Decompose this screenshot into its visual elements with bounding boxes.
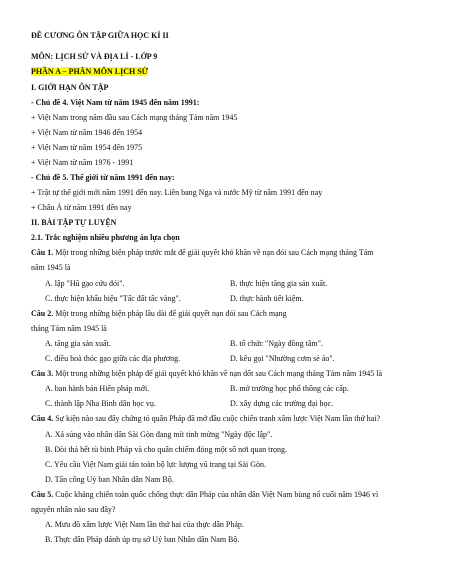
- topic-4-item: + Việt Nam từ năm 1976 - 1991: [31, 158, 134, 167]
- question-text: Sự kiện nào sau đây chứng tỏ quân Pháp đã mở đầu cuộc chiến tranh xâm lược Việt Nam lần thứ hai?: [53, 414, 381, 423]
- question-4: [31, 413, 380, 424]
- question-label: Câu 3.: [31, 369, 54, 378]
- question-label: Câu 4.: [31, 414, 54, 423]
- option-d: D. xây dựng các trường đại học.: [230, 399, 334, 408]
- option-a: A. tăng gia sản xuất.: [45, 339, 111, 348]
- question-label: Câu 5.: [31, 490, 54, 499]
- question-1: [31, 247, 373, 258]
- subject-line: MÔN: LỊCH SỬ VÀ ĐỊA LÍ - LỚP 9: [31, 52, 158, 61]
- question-2: [31, 308, 287, 319]
- question-3: [31, 368, 382, 379]
- part-a-heading: [31, 66, 148, 77]
- topic-5-item: + Trật tự thế giới mới năm 1991 đến nay. Liên bang Nga và nước Mỹ từ năm 1991 đến nay: [31, 188, 323, 197]
- question-label: Câu 1.: [31, 248, 54, 257]
- option-d: D. kêu gọi "Nhường cơm sẻ áo".: [230, 354, 335, 363]
- option-b: B. mở trường học phổ thông các cấp.: [230, 384, 349, 393]
- option-b: B. thực hiện tăng gia sản xuất.: [230, 279, 328, 288]
- topic-5-heading: - Chủ đề 5. Thế giới từ năm 1991 đến nay:: [31, 173, 175, 182]
- option-a: A. lập "Hũ gạo cứu đói".: [45, 279, 125, 288]
- topic-4-item: + Việt Nam từ năm 1954 đến 1975: [31, 143, 143, 152]
- option-a: A. Mưu đồ xâm lược Việt Nam lần thứ hai của thực dân Pháp.: [45, 520, 244, 529]
- option-c: C. Yêu cầu Việt Nam giải tán toàn bộ lực lượng vũ trang tại Sài Gòn.: [45, 460, 267, 469]
- question-text: Một trong những biện pháp trước mắt để giải quyết khó khăn về nạn đói sau Cách mạng tháng Tám: [53, 248, 374, 257]
- topic-5-item: + Châu Á từ năm 1991 đến nay: [31, 203, 132, 212]
- question-5: [31, 489, 378, 500]
- option-c: C. thành lập Nha Bình dân học vụ.: [45, 399, 156, 408]
- question-text-cont: tháng Tám năm 1945 là: [31, 324, 107, 333]
- question-text: Một trong những biện pháp lâu dài để giải quyết nạn đói sau Cách mạng: [53, 309, 287, 318]
- option-b: B. Thực dân Pháp đánh úp trụ sở Uỷ ban Nhân dân Nam Bộ.: [45, 535, 240, 544]
- part-a-label: PHẦN A – PHÂN MÔN LỊCH SỬ: [31, 67, 149, 76]
- question-text: Cuộc kháng chiến toàn quốc chống thực dân Pháp của nhân dân Việt Nam bùng nổ cuối năm 1946 vì: [53, 490, 379, 499]
- option-a: A. Xả súng vào nhân dân Sài Gòn đang mít tinh mừng "Ngày độc lập".: [45, 430, 273, 439]
- topic-4-item: + Việt Nam từ năm 1946 đến 1954: [31, 128, 143, 137]
- document-title: ĐỀ CƯƠNG ÔN TẬP GIỮA HỌC KÌ II: [31, 31, 169, 40]
- question-text-cont: năm 1945 là: [31, 263, 71, 272]
- section-2-heading: II. BÀI TẬP TỰ LUYỆN: [31, 218, 117, 227]
- option-d: D. thực hành tiết kiệm.: [230, 294, 304, 303]
- section-1-heading: I. GIỚI HẠN ÔN TẬP: [31, 83, 109, 92]
- option-c: C. thực hiện khẩu hiệu "Tấc đất tấc vàng".: [45, 294, 181, 303]
- question-label: Câu 2.: [31, 309, 54, 318]
- question-text: Một trong những biện pháp để giải quyết khó khăn về nạn dốt sau Cách mạng tháng Tám năm 1945 là: [53, 369, 383, 378]
- option-a: A. ban hành bản Hiến pháp mới.: [45, 384, 150, 393]
- topic-4-heading: - Chủ đề 4. Việt Nam từ năm 1945 đến năm 1991:: [31, 98, 200, 107]
- option-d: D. Tấn công Uỷ ban Nhân dân Nam Bộ.: [45, 475, 174, 484]
- option-b: B. Đòi thả hết tù binh Pháp và cho quân chiếm đóng một số nơi quan trọng.: [45, 445, 287, 454]
- option-b: B. tổ chức "Ngày đồng tâm".: [230, 339, 323, 348]
- option-c: C. điều hoà thóc gạo giữa các địa phương.: [45, 354, 181, 363]
- section-2-1-heading: 2.1. Trắc nghiệm nhiều phương án lựa chọn: [31, 233, 180, 242]
- topic-4-item: + Việt Nam trong năm đầu sau Cách mạng tháng Tám năm 1945: [31, 113, 238, 122]
- question-text-cont: nguyên nhân nào sau đây?: [31, 505, 116, 514]
